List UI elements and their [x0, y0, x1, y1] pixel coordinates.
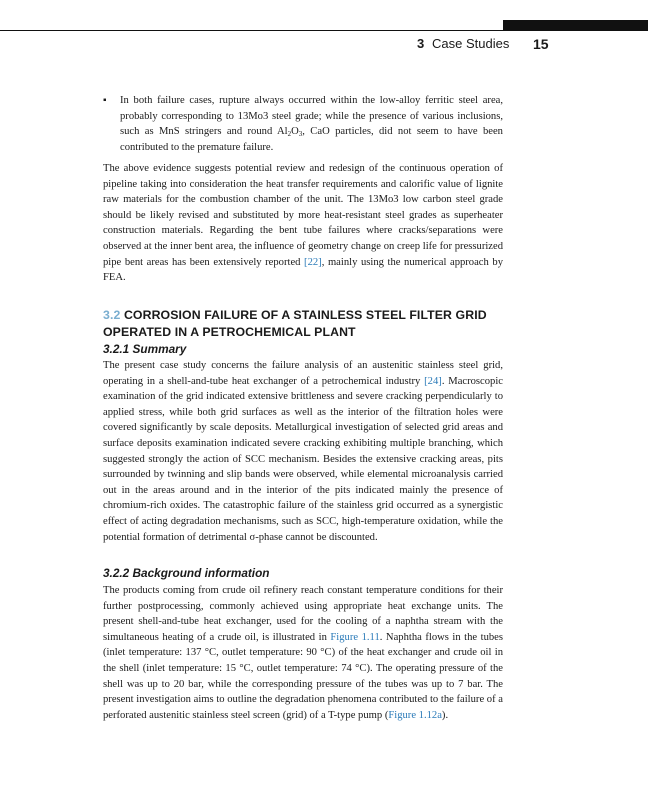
bullet-item [103, 93, 503, 155]
subscript: 3 [298, 130, 303, 139]
bullet-text-part: In both failure cases, rupture always occurred within the low-alloy ferritic steel area, probably corresponding to 13Mo3 steel grade; while the presence of various inclusions, such as MnS stringers and round Al [120, 95, 503, 138]
bullet-text-part: , CaO particles, did not seem to have been contributed to the premature failure. [120, 126, 503, 153]
citation-link[interactable]: [24] [424, 375, 442, 387]
running-head [0, 36, 648, 52]
header-rule [0, 30, 648, 31]
paragraph-text: ). [441, 709, 449, 721]
subsection-heading-summary: 3.2.1 Summary [103, 342, 187, 356]
citation-link[interactable]: [22] [304, 256, 322, 268]
subscript: 2 [287, 130, 292, 139]
bullet-text-part: O [291, 126, 299, 138]
paragraph-summary [103, 358, 503, 545]
paragraph-background [103, 583, 503, 723]
paragraph-text: . Naphtha flows in the tubes (inlet temperature: 137 °C, outlet temperature: 90 °C) of the heat exchanger and crude oil in the shell (inlet temperature: 15 °C, outlet temperature: 74 °C). The operating pressure of the shell was up to 20 bar, while the corresponding pressure of the tubes was up to 7 bar. The present investigation aims to outline the degradation phenomena contributed to the failure of a perforated austenitic stainless steel screen (grid) of a T-type pump ( [103, 631, 504, 721]
chapter-number: 3 [417, 36, 425, 51]
bullet-text [120, 93, 503, 155]
section-title: CORROSION FAILURE OF A STAINLESS STEEL FILTER GRID OPERATED IN A PETROCHEMICAL PLANT [103, 308, 487, 339]
paragraph-text: The products coming from crude oil refinery reach constant temperature conditions for their further postprocessing, commonly achieved using appropriate heat exchange units. The present shell-and-tube heat exchanger, used for the cooling of a naphtha stream with the simultaneous heating of a crude oil, is illustrated in [103, 585, 503, 643]
figure-link[interactable]: Figure 1.12a [388, 709, 442, 721]
paragraph-evidence [103, 161, 503, 286]
paragraph-text: The present case study concerns the failure analysis of an austenitic stainless steel grid, operating in a shell-and-tube heat exchanger of a petrochemical industry [103, 360, 503, 387]
section-heading [103, 307, 523, 341]
paragraph-text: The above evidence suggests potential review and redesign of the continuous operation of pipeline taking into consideration the heat transfer requirements and calorific value of lignite raw materials for the combustion chamber of the unit. The 13Mo3 low carbon steel grade should be likely revised and substituted by more heat-resistant steel grades as superheater construction materials. Regarding the bent tube failures where cracks/separations were observed at the inner bent area, the influence of geometry change on creep life for pressurized pipe bent areas has been extensively reported [103, 163, 503, 268]
bullet-marker: ▪ [103, 95, 107, 106]
paragraph-text: . Macroscopic examination of the grid indicated extensive brittleness and severe cracking perpendicularly to applied stress, while both grid surfaces as well as the interior of the filtration holes were covered significantly by scale deposits. Metallurgical investigation of selected grid areas and surface deposits examination indicated severe cracking exhibiting multiple branching, which suggested strongly the action of SCC mechanism. Besides the extensive cracking areas, pits surrounded by twinning and slip bands were observed, while elemental microanalysis carried out in the areas around and in the interior of the pits indicated mainly the presence of chromium-rich oxides. The catastrophic failure of the stainless grid occurred as a synergistic effect of acting degradation mechanisms, such as SCC, high-temperature oxidation, while the potential formation of detrimental σ-phase cannot be discounted. [103, 375, 503, 543]
section-number: 3.2 [103, 308, 121, 322]
subsection-heading-background: 3.2.2 Background information [103, 566, 270, 580]
chapter-title: Case Studies [432, 36, 510, 51]
figure-link[interactable]: Figure 1.11 [330, 631, 380, 643]
paragraph-text: , mainly using the numerical approach by FEA. [103, 256, 503, 284]
page-number: 15 [533, 36, 549, 52]
